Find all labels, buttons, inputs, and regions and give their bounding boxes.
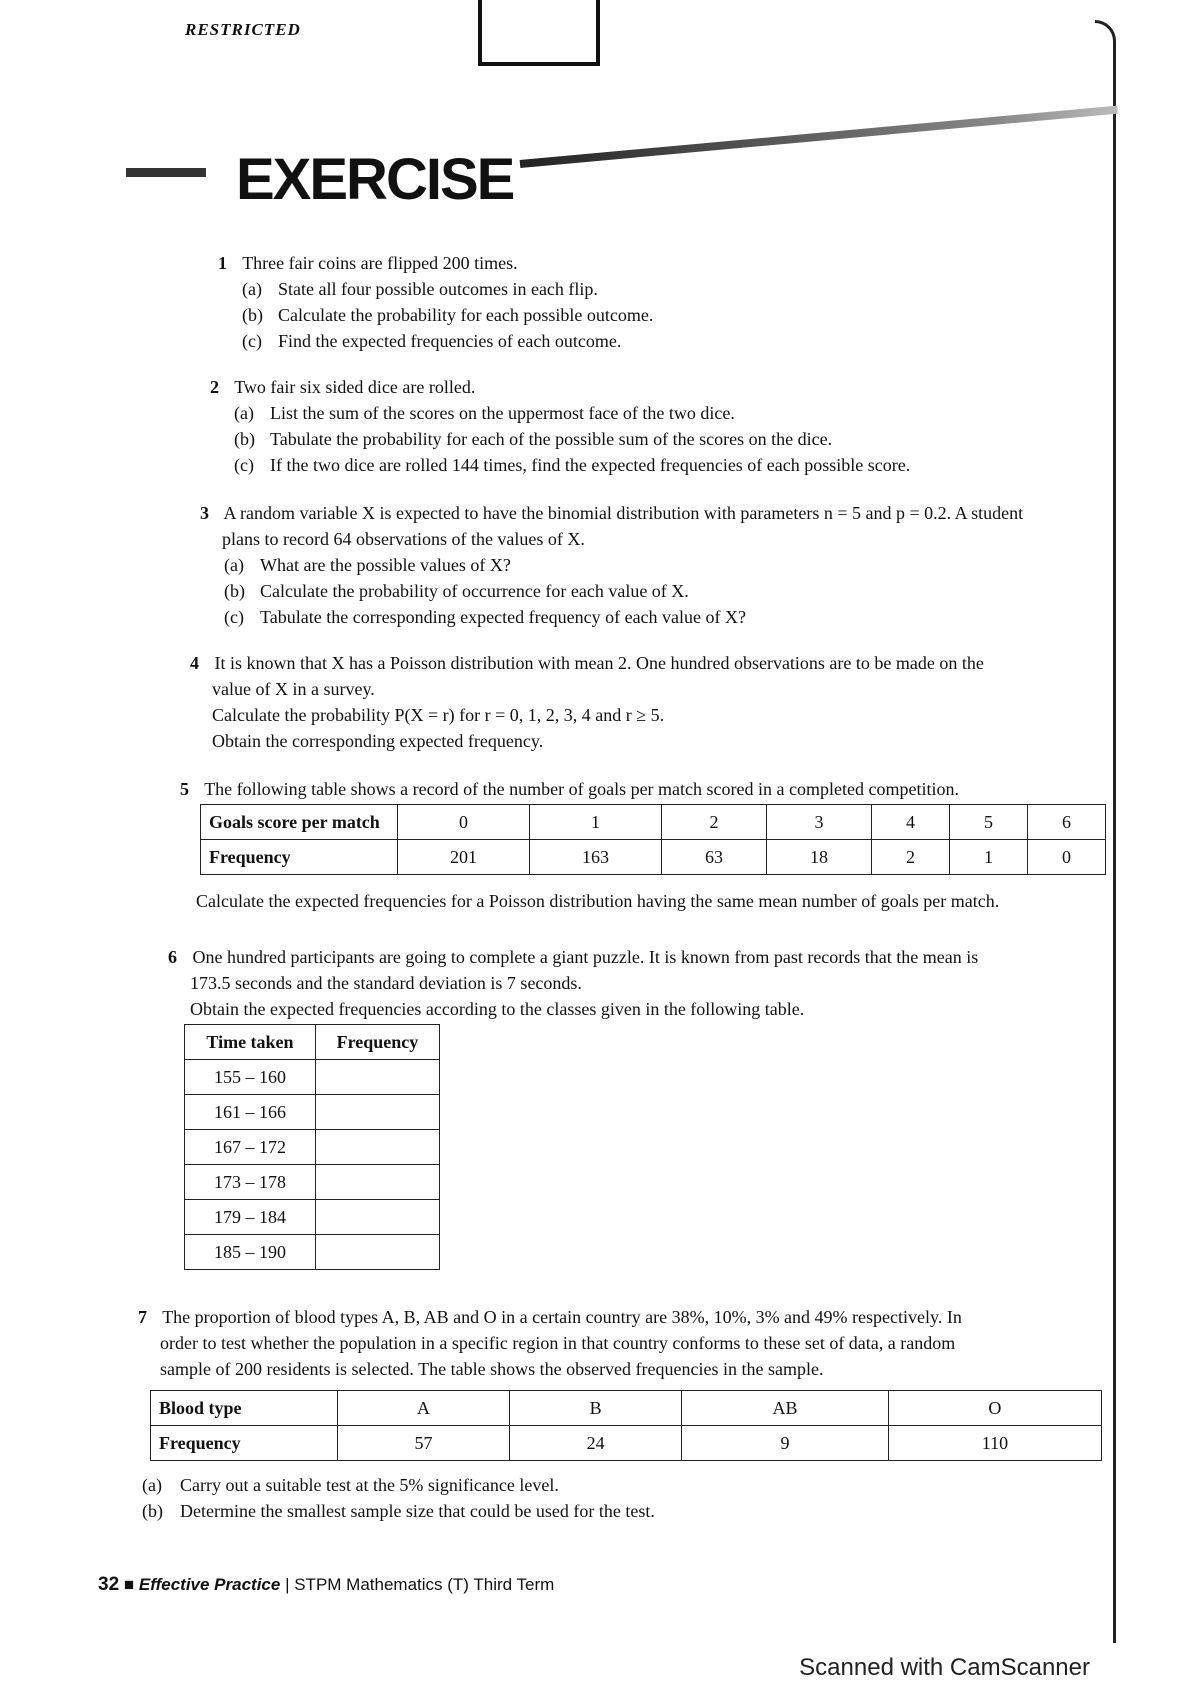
- book-subtitle: STPM Mathematics (T) Third Term: [294, 1575, 555, 1594]
- part-text: Calculate the probability for each possible outcome.: [278, 305, 654, 325]
- frequency-cell: [315, 1235, 439, 1270]
- col-header: Frequency: [315, 1025, 439, 1060]
- question-part: [210, 452, 910, 478]
- frequency-cell: 18: [767, 840, 872, 875]
- row-header: Frequency: [151, 1426, 338, 1461]
- question-part: [210, 400, 910, 426]
- goals-cell: 0: [398, 805, 530, 840]
- question-4: [190, 650, 984, 754]
- blood-type-table: [150, 1390, 1102, 1461]
- question-text: The proportion of blood types A, B, AB and O in a certain country are 38%, 10%, 3% and 49% respectively. In: [162, 1307, 962, 1327]
- question-part: [218, 302, 653, 328]
- part-label: (c): [224, 607, 244, 627]
- part-text: Tabulate the probability for each of the possible sum of the scores on the dice.: [270, 429, 833, 449]
- type-cell: AB: [682, 1391, 889, 1426]
- exercise-bar: [126, 168, 206, 177]
- part-text: List the sum of the scores on the uppermost face of the two dice.: [270, 403, 735, 423]
- class-cell: 155 – 160: [185, 1060, 316, 1095]
- question-text: Three fair coins are flipped 200 times.: [242, 253, 518, 273]
- frequency-cell: 24: [510, 1426, 682, 1461]
- table-row: [201, 840, 1106, 875]
- table-row: [185, 1235, 440, 1270]
- frequency-cell: [315, 1130, 439, 1165]
- question-7: [138, 1304, 962, 1382]
- question-6: [168, 944, 978, 1022]
- question-part: [218, 276, 653, 302]
- exercise-rule: [520, 106, 1118, 168]
- question-5: [180, 776, 959, 802]
- part-text: What are the possible values of X?: [260, 555, 511, 575]
- question-part: [200, 552, 1023, 578]
- question-number: 4: [190, 653, 199, 673]
- question-text: It is known that X has a Poisson distribution with mean 2. One hundred observations are to be made on the: [214, 653, 984, 673]
- part-text: Carry out a suitable test at the 5% significance level.: [180, 1475, 559, 1495]
- frequency-cell: 63: [662, 840, 767, 875]
- part-label: (b): [142, 1501, 163, 1521]
- question-text: One hundred participants are going to complete a giant puzzle. It is known from past records that the mean is: [192, 947, 979, 967]
- table-row: [185, 1025, 440, 1060]
- table-row: [151, 1391, 1102, 1426]
- table-row: [185, 1200, 440, 1235]
- type-cell: O: [888, 1391, 1101, 1426]
- part-label: (a): [234, 403, 254, 423]
- question-1: [218, 250, 653, 354]
- question-part: [200, 578, 1023, 604]
- goals-cell: 1: [530, 805, 662, 840]
- footer-separator: |: [285, 1575, 290, 1594]
- frequency-cell: [315, 1200, 439, 1235]
- question-2: [210, 374, 910, 478]
- page-footer: [98, 1574, 554, 1596]
- part-text: Calculate the probability of occurrence for each value of X.: [260, 581, 689, 601]
- type-cell: A: [338, 1391, 510, 1426]
- question-number: 7: [138, 1307, 147, 1327]
- goals-table: [200, 804, 1106, 875]
- goals-cell: 5: [950, 805, 1028, 840]
- row-header: Goals score per match: [201, 805, 398, 840]
- table-row: [185, 1060, 440, 1095]
- goals-cell: 2: [662, 805, 767, 840]
- page-tab-mark: [478, 0, 600, 66]
- class-cell: 173 – 178: [185, 1165, 316, 1200]
- question-text-cont: Calculate the probability P(X = r) for r = 0, 1, 2, 3, 4 and r ≥ 5.: [212, 705, 665, 725]
- frequency-cell: 110: [888, 1426, 1101, 1461]
- part-text: Tabulate the corresponding expected frequency of each value of X?: [260, 607, 747, 627]
- class-cell: 161 – 166: [185, 1095, 316, 1130]
- class-cell: 167 – 172: [185, 1130, 316, 1165]
- question-7-parts: [142, 1472, 655, 1524]
- question-text-cont: plans to record 64 observations of the values of X.: [222, 529, 585, 549]
- frequency-cell: 163: [530, 840, 662, 875]
- frequency-cell: [315, 1060, 439, 1095]
- row-header: Frequency: [201, 840, 398, 875]
- question-text-cont: sample of 200 residents is selected. The table shows the observed frequencies in the sample.: [160, 1359, 824, 1379]
- scanner-watermark: Scanned with CamScanner: [799, 1654, 1090, 1681]
- question-text: Two fair six sided dice are rolled.: [234, 377, 476, 397]
- part-text: If the two dice are rolled 144 times, find the expected frequencies of each possible score.: [270, 455, 911, 475]
- question-text-cont: 173.5 seconds and the standard deviation is 7 seconds.: [190, 973, 582, 993]
- frequency-cell: 1: [950, 840, 1028, 875]
- part-label: (b): [224, 581, 245, 601]
- table-row: [185, 1095, 440, 1130]
- question-number: 1: [218, 253, 227, 273]
- table-row: [151, 1426, 1102, 1461]
- question-part: [218, 328, 653, 354]
- table-row: [185, 1130, 440, 1165]
- part-label: (b): [234, 429, 255, 449]
- question-part: [200, 604, 1023, 630]
- question-3: [200, 500, 1023, 630]
- question-text-cont: Obtain the corresponding expected frequency.: [212, 731, 544, 751]
- class-cell: 185 – 190: [185, 1235, 316, 1270]
- page-number: 32: [98, 1574, 120, 1595]
- part-label: (b): [242, 305, 263, 325]
- question-number: 6: [168, 947, 177, 967]
- part-label: (a): [142, 1475, 162, 1495]
- square-bullet-icon: ■: [123, 1575, 135, 1594]
- goals-cell: 3: [767, 805, 872, 840]
- part-text: State all four possible outcomes in each flip.: [278, 279, 598, 299]
- question-part: [210, 426, 910, 452]
- question-part: [142, 1472, 655, 1498]
- question-number: 5: [180, 779, 189, 799]
- frequency-cell: [315, 1165, 439, 1200]
- type-cell: B: [510, 1391, 682, 1426]
- restricted-label: RESTRICTED: [185, 20, 301, 39]
- question-text-cont: order to test whether the population in a specific region in that country conforms to these set of data, a random: [160, 1333, 956, 1353]
- question-number: 3: [200, 503, 209, 523]
- goals-cell: 4: [872, 805, 950, 840]
- part-label: (a): [242, 279, 262, 299]
- part-text: Find the expected frequencies of each outcome.: [278, 331, 622, 351]
- frequency-cell: 57: [338, 1426, 510, 1461]
- part-label: (a): [224, 555, 244, 575]
- class-cell: 179 – 184: [185, 1200, 316, 1235]
- book-title: Effective Practice: [138, 1575, 281, 1594]
- part-label: (c): [234, 455, 254, 475]
- frequency-cell: [315, 1095, 439, 1130]
- part-label: (c): [242, 331, 262, 351]
- table-row: [201, 805, 1106, 840]
- frequency-cell: 201: [398, 840, 530, 875]
- section-title: EXERCISE: [236, 147, 514, 212]
- question-text: A random variable X is expected to have the binomial distribution with parameters n = 5 and p = 0.2. A student: [223, 503, 1024, 523]
- question-5-after: Calculate the expected frequencies for a Poisson distribution having the same mean number of goals per match.: [196, 891, 1000, 911]
- col-header: Time taken: [185, 1025, 316, 1060]
- frequency-cell: 0: [1028, 840, 1106, 875]
- question-number: 2: [210, 377, 219, 397]
- question-text-cont: value of X in a survey.: [212, 679, 375, 699]
- table-row: [185, 1165, 440, 1200]
- question-text-cont: Obtain the expected frequencies according to the classes given in the following table.: [190, 999, 805, 1019]
- part-text: Determine the smallest sample size that could be used for the test.: [180, 1501, 655, 1521]
- row-header: Blood type: [151, 1391, 338, 1426]
- goals-cell: 6: [1028, 805, 1106, 840]
- question-part: [142, 1498, 655, 1524]
- frequency-cell: 9: [682, 1426, 889, 1461]
- question-text: The following table shows a record of the number of goals per match scored in a completed competition.: [204, 779, 959, 799]
- frequency-cell: 2: [872, 840, 950, 875]
- time-table: [184, 1024, 440, 1270]
